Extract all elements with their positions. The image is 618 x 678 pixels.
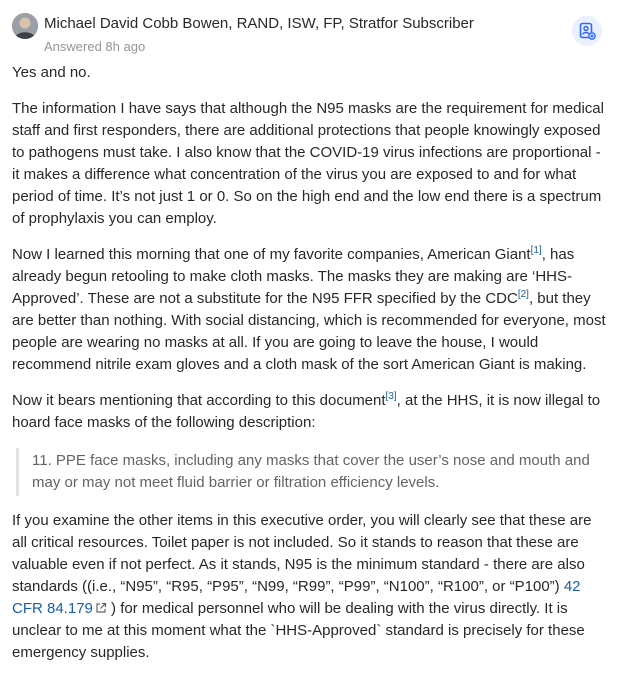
- paragraph-4-text-a: Now it bears mentioning that according to this document: [12, 392, 386, 409]
- paragraph-5-text-b: ) for medical personnel who will be dealing with the virus directly. It is unclear to me at this moment what the `HHS-Approved` standard is precisely for these emergency supplies.: [12, 600, 585, 661]
- author-avatar[interactable]: [12, 13, 38, 39]
- author-name[interactable]: Michael David Cobb Bowen, RAND, ISW, FP, Stratfor Subscriber: [44, 15, 474, 32]
- paragraph-3-text-a: Now I learned this morning that one of my favorite companies, American Giant: [12, 246, 531, 263]
- paragraph-5: [12, 510, 610, 664]
- paragraph-4-text-b: , at the HHS, it is now illegal to hoard face masks of the following description:: [12, 392, 601, 431]
- paragraph-3-text-c: , but they are better than nothing. With social distancing, which is recommended for everyone, most people are wearing no masks at all. If you are going to leave the house, I would recommend nitrile exam gloves and a cloth mask of the sort American Giant is making.: [12, 290, 606, 373]
- cfr-link-label: 42 CFR 84.179: [12, 578, 581, 617]
- blockquote: 11. PPE face masks, including any masks that cover the user’s nose and mouth and may or may not meet fluid barrier or filtration efficiency levels.: [16, 448, 610, 496]
- answer-header: [12, 10, 606, 58]
- answer-body: [12, 62, 610, 678]
- paragraph-3: [12, 244, 610, 376]
- follow-button[interactable]: [572, 16, 602, 46]
- paragraph-3-text-b: , has already begun retooling to make cloth masks. The masks they are making are ‘HHS-Approved’. These are not a substitute for the N95 FFR specified by the CDC: [12, 246, 575, 307]
- footnote-ref-2[interactable]: [2]: [517, 289, 529, 300]
- external-link-icon: [95, 602, 107, 614]
- answered-time[interactable]: Answered 8h ago: [44, 39, 146, 54]
- footnote-ref-3[interactable]: [3]: [385, 391, 397, 402]
- footnote-ref-1[interactable]: [1]: [530, 245, 542, 256]
- paragraph-4: [12, 390, 610, 434]
- paragraph-1: Yes and no.: [12, 64, 91, 81]
- paragraph-5-text-a: If you examine the other items in this executive order, you will clearly see that these are all critical resources. Toilet paper is not included. So it stands to reason that these are valuable even if not perfect. As it stands, N95 is the minimum standard - there are also standards ((i.e., “N95”, “R95, “P95”, “N99, “R99”, “P99”, “N100”, “R100”, or “P100”): [12, 512, 592, 595]
- user-add-icon: [578, 22, 596, 40]
- paragraph-2: The information I have says that although the N95 masks are the requirement for medical staff and first responders, there are additional protections that people knowingly exposed to pathogens must take. I also know that the COVID-19 virus infections are proportional - it makes a difference what concentration of the virus you are exposed to and for what period of time. It’s not just 1 or 0. So on the high end and the low end there is a spectrum of prophylaxis you can employ.: [12, 100, 604, 227]
